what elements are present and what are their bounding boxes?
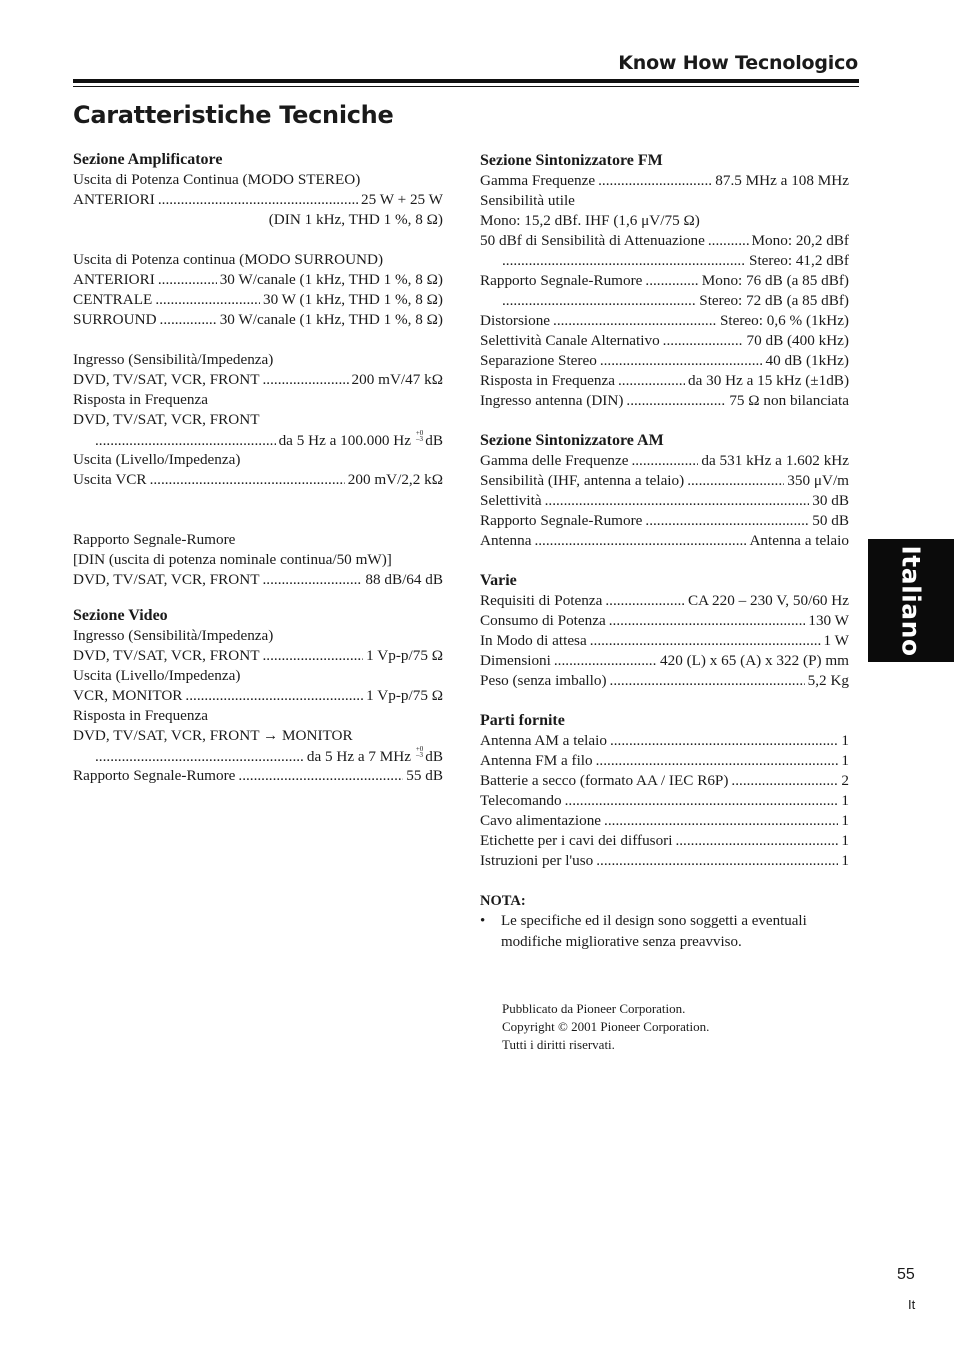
amp-snr-row: DVD, TV/SAT, VCR, FRONT ..... 88 dB/64 dB	[73, 570, 443, 590]
list-item: Antenna FM a filo ..... 1	[480, 751, 849, 771]
fm-quiet-stereo-row: ..... Stereo: 41,2 dBf	[480, 251, 849, 271]
header-rule-thin	[73, 86, 859, 87]
misc-standby-row: In Modo di attesa ..... 1 W	[480, 631, 849, 651]
misc-weight-row: Peso (senza imballo) ..... 5,2 Kg	[480, 671, 849, 691]
misc-cons-row: Consumo di Potenza ..... 130 W	[480, 611, 849, 631]
fm-alt-row: Selettività Canale Alternativo ..... 70 dB (400 kHz)	[480, 331, 849, 351]
am-ant-row: Antenna ..... Antenna a telaio	[480, 531, 849, 551]
left-column	[73, 150, 443, 786]
video-out-label: Uscita (Livello/Impedenza)	[73, 667, 241, 684]
amp-input-label: Ingresso (Sensibilità/Impedenza)	[73, 351, 274, 368]
tolerance-mark: +0 –3	[415, 429, 424, 443]
fm-ant-row: Ingresso antenna (DIN) ..... 75 Ω non bilanciata	[480, 391, 849, 411]
fm-heading: Sezione Sintonizzatore FM	[480, 152, 663, 169]
fm-sens-label: Sensibilità utile	[480, 192, 575, 209]
amp-out-label: Uscita (Livello/Impedenza)	[73, 451, 241, 468]
nota-item: • Le specifiche ed il design sono soggetti a eventuali modifiche migliorative senza preavviso.	[480, 911, 849, 953]
list-item: Batterie a secco (formato AA / IEC R6P) ..... 2	[480, 771, 849, 791]
page-number: 55	[897, 1266, 915, 1283]
video-freq-label: Risposta in Frequenza	[73, 707, 208, 724]
video-snr-row: Rapporto Segnale-Rumore ..... 55 dB	[73, 766, 443, 786]
list-item: Antenna AM a telaio ..... 1	[480, 731, 849, 751]
amp-snr-cond: [DIN (uscita di potenza nominale continua/50 mW)]	[73, 551, 392, 568]
list-item: Istruzioni per l'uso ..... 1	[480, 851, 849, 871]
fm-sens-value: Mono: 15,2 dBf. IHF (1,6 μV/75 Ω)	[480, 212, 700, 229]
list-item: Etichette per i cavi dei diffusori ..... 1	[480, 831, 849, 851]
fm-freq-row: Risposta in Frequenza ..... da 30 Hz a 15 kHz (±1dB)	[480, 371, 849, 391]
am-sens-row: Sensibilità (IHF, antenna a telaio) ..... 350 μV/m	[480, 471, 849, 491]
video-freq-row: ..... da 5 Hz a 7 MHz +0 –3 dB	[73, 746, 443, 766]
fm-quiet-row: 50 dBf di Sensibilità di Attenuazione ..... Mono: 20,2 dBf	[480, 231, 849, 251]
language-code: It	[908, 1297, 916, 1312]
amp-input-row: DVD, TV/SAT, VCR, FRONT ..... 200 mV/47 kΩ	[73, 370, 443, 390]
fm-dist-row: Distorsione ..... Stereo: 0,6 % (1kHz)	[480, 311, 849, 331]
amp-stereo-label: Uscita di Potenza Continua (MODO STEREO)	[73, 171, 361, 188]
section-header: Know How Tecnologico	[618, 52, 858, 74]
amp-snr-label: Rapporto Segnale-Rumore	[73, 531, 236, 548]
amp-sur-surround-row: SURROUND ..... 30 W/canale (1 kHz, THD 1 %, 8 Ω)	[73, 310, 443, 330]
amp-out-row: Uscita VCR ..... 200 mV/2,2 kΩ	[73, 470, 443, 490]
rights-line: Tutti i diritti riservati.	[502, 1037, 615, 1052]
amp-sur-center-row: CENTRALE ..... 30 W (1 kHz, THD 1 %, 8 Ω)	[73, 290, 443, 310]
video-input-label: Ingresso (Sensibilità/Impedenza)	[73, 627, 274, 644]
tolerance-mark: +0 –3	[415, 745, 424, 759]
video-freq-source: DVD, TV/SAT, VCR, FRONT → MONITOR	[73, 727, 353, 744]
am-range-row: Gamma delle Frequenze ..... da 531 kHz a 1.602 kHz	[480, 451, 849, 471]
amp-freq-label: Risposta in Frequenza	[73, 391, 208, 408]
fm-sep-row: Separazione Stereo ..... 40 dB (1kHz)	[480, 351, 849, 371]
publisher-note	[502, 1000, 709, 1054]
am-sel-row: Selettività ..... 30 dB	[480, 491, 849, 511]
nota-heading: NOTA:	[480, 893, 526, 909]
misc-heading: Varie	[480, 572, 517, 589]
publisher-line: Pubblicato da Pioneer Corporation.	[502, 1001, 686, 1016]
amp-stereo-front-cond: (DIN 1 kHz, THD 1 %, 8 Ω)	[268, 211, 443, 228]
list-item: Telecomando ..... 1	[480, 791, 849, 811]
misc-dim-row: Dimensioni ..... 420 (L) x 65 (A) x 322 (P) mm	[480, 651, 849, 671]
am-heading: Sezione Sintonizzatore AM	[480, 432, 664, 449]
copyright-line: Copyright © 2001 Pioneer Corporation.	[502, 1019, 710, 1034]
nota-text: Le specifiche ed il design sono soggetti a eventuali modifiche migliorative senza preavviso.	[501, 913, 807, 950]
video-input-row: DVD, TV/SAT, VCR, FRONT ..... 1 Vp-p/75 Ω	[73, 646, 443, 666]
amp-surround-label: Uscita di Potenza continua (MODO SURROUND)	[73, 251, 384, 268]
header-rule-thick	[73, 79, 859, 83]
language-side-tab: Italiano	[868, 539, 954, 662]
amp-stereo-front-row: ANTERIORI ..... 25 W + 25 W	[73, 190, 443, 210]
amp-heading: Sezione Amplificatore	[73, 151, 223, 168]
fm-snr-stereo-row: ..... Stereo: 72 dB (a 85 dBf)	[480, 291, 849, 311]
list-item: Cavo alimentazione ..... 1	[480, 811, 849, 831]
fm-snr-row: Rapporto Segnale-Rumore ..... Mono: 76 dB (a 85 dBf)	[480, 271, 849, 291]
right-column	[480, 151, 849, 953]
parts-heading: Parti fornite	[480, 712, 565, 729]
fm-range-row: Gamma Frequenze ..... 87.5 MHz a 108 MHz	[480, 171, 849, 191]
misc-power-row: Requisiti di Potenza ..... CA 220 – 230 V, 50/60 Hz	[480, 591, 849, 611]
amp-freq-source: DVD, TV/SAT, VCR, FRONT	[73, 411, 260, 428]
amp-sur-front-row: ANTERIORI ..... 30 W/canale (1 kHz, THD 1 %, 8 Ω)	[73, 270, 443, 290]
am-snr-row: Rapporto Segnale-Rumore ..... 50 dB	[480, 511, 849, 531]
page-title: Caratteristiche Tecniche	[73, 101, 394, 129]
video-out-row: VCR, MONITOR ..... 1 Vp-p/75 Ω	[73, 686, 443, 706]
video-heading: Sezione Video	[73, 607, 168, 624]
amp-freq-row: ..... da 5 Hz a 100.000 Hz +0 –3 dB	[73, 430, 443, 450]
